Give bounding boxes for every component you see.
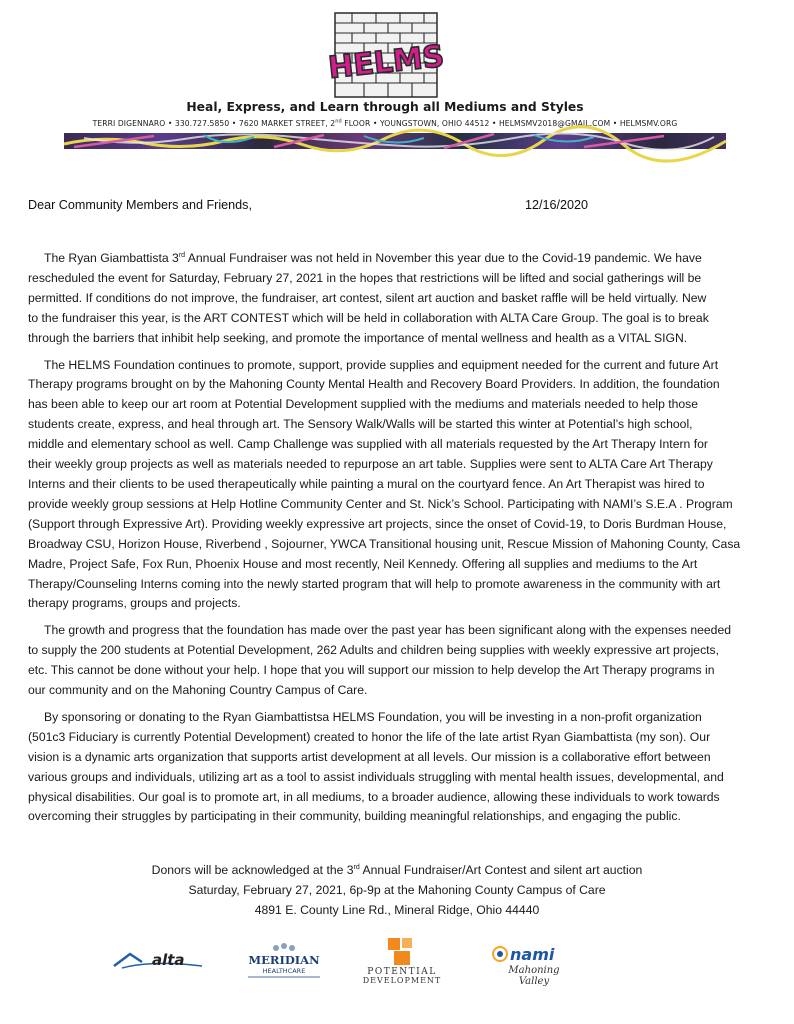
letter-body — [28, 249, 770, 834]
svg-text:HELMS: HELMS — [326, 39, 446, 86]
svg-text:MERIDIAN: MERIDIAN — [248, 953, 320, 967]
letter-greeting: Dear Community Members and Friends, — [28, 198, 252, 212]
svg-text:nami: nami — [510, 945, 555, 964]
potential-development-logo — [352, 936, 452, 988]
letterhead-tagline: Heal, Express, and Learn through all Mediums and Styles — [186, 100, 584, 114]
paragraph-growth: The growth and progress that the foundation has made over the past year has been significant along with the expenses needed to supply the 200 students at Potential Development, 262 Adults and children being supplies with weekly expressive art projects, etc. This cannot be done without your help. I hope that you will support our mission to help develop the Art Therapy programs in our community and on the Mahoning Country Campus of Care. — [28, 623, 732, 698]
svg-text:POTENTIAL: POTENTIAL — [367, 967, 437, 977]
svg-text:DEVELOPMENT: DEVELOPMENT — [362, 976, 442, 985]
svg-text:alta: alta — [152, 951, 185, 969]
paragraph-foundation-work: The HELMS Foundation continues to promote, support, provide supplies and equipment needed for the current and future Art Therapy programs brought on by the Mahoning County Mental Health and Recovery Board Providers. In addition, the foundation has been able to keep our art room at Potential Development supplied with the mediums and materials needed to help those students create, express, and heal through art. The Sensory Walk/Walls will be started this winter at Potential’s high school, middle and elementary school as well. Camp Challenge was supplied with all materials requested by the Art Therapy Intern for their weekly group projects as well as materials needed to repurpose an art table. Supplies were sent to ALTA Care Art Therapy Interns and their clients to be used therapeutically while painting a mural on the courtyard fence. An Art Therapist was hired to provide weekly group sessions at Help Hotline Community Center and St. Nick’s School. Participating with NAMI’s S.E.A . Program (Support through Expressive Art). Providing weekly expressive art projects, since the onset of Covid-19, to Doris Burdman House, Broadway CSU, Horizon House, Riverbend , Sojourner, YWCA Transitional housing unit, Rescue Mission of Mahoning County, Casa Madre, Project Safe, Fox Run, Phoenix House and most recently, Neil Kennedy. Offering all supplies and mediums to the Art Therapy/Counseling Interns coming into the newly started program that will help to promote awareness in the community with art therapy programs, groups and projects. — [28, 357, 741, 611]
event-acknowledgement: Donors will be acknowledged at the 3rd Annual Fundraiser/Art Contest and silent art auction — [151, 863, 643, 877]
helms-logo — [326, 12, 446, 98]
event-address: 4891 E. County Line Rd., Mineral Ridge, Ohio 44440 — [254, 903, 540, 917]
paragraph-mission: By sponsoring or donating to the Ryan Giambattistsa HELMS Foundation, you will be investing in a non-profit organization (501c3 Fiduciary is currently Potential Development) created to honor the life of the late artist Ryan Giambattista (my son). Our vision is a dynamic arts organization that supports artist development at all levels. Our mission is a collaborative effort between various groups and individuals, utilizing art as a tool to assist individuals struggling with mental health issues, developmental, and physical disabilities. Our goal is to promote art, in all mediums, to a broader audience, allowing these individuals to work towards overcoming their struggles by participating in their community, building meaningful relationships, and engaging the public. — [28, 709, 724, 824]
graffiti-banner — [64, 133, 726, 149]
svg-text:Valley: Valley — [518, 976, 550, 987]
letter-date: 12/16/2020 — [525, 198, 589, 212]
brick-wall-icon — [326, 12, 446, 98]
event-date-time: Saturday, February 27, 2021, 6p-9p at the Mahoning County Campus of Care — [188, 883, 606, 897]
meridian-logo — [242, 942, 326, 984]
letterhead-contact: TERRI DIGENNARO • 330.727.5850 • 7620 MARKET STREET, 2nd FLOOR • YOUNGSTOWN, OHIO 44512 • HELMSMV2018@GMAIL.COM • HELMSMV.ORG — [92, 118, 678, 128]
svg-text:HEALTHCARE: HEALTHCARE — [262, 967, 306, 975]
paragraph-fundraiser: The Ryan Giambattista 3rd Annual Fundraiser was not held in November this year due to the Covid-19 pandemic. We have rescheduled the event for Saturday, February 27, 2021 in the hopes that restrictions will be lifted and social gatherings will be permitted. If conditions do not improve, the fundraiser, art contest, silent art auction and basket raffle will be held virtually. New to the fundraiser this year, is the ART CONTEST which will be held in collaboration with ALTA Care Group. The goal is to break through the barriers that inhibit help seeking, and promote the importance of mental wellness and health as a VITAL SIGN. — [28, 251, 709, 345]
nami-logo — [488, 943, 598, 989]
event-details — [0, 860, 794, 920]
svg-text:Mahoning: Mahoning — [508, 965, 560, 976]
alta-logo — [112, 944, 204, 974]
